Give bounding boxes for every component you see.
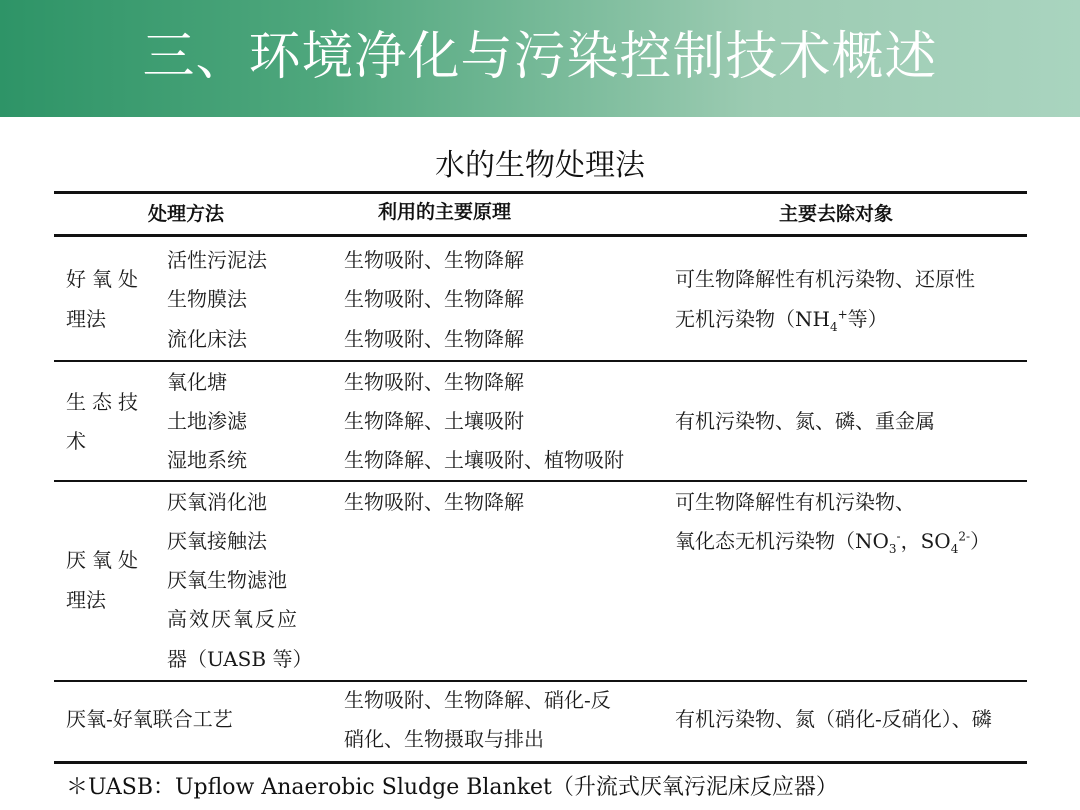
column-header-target: 主要去除对象	[779, 203, 894, 225]
table-title: 水的生物处理法	[435, 148, 645, 183]
method-cell: 厌氧生物滤池	[167, 568, 287, 592]
method-cell: 活性污泥法	[167, 248, 267, 272]
principle-cell: 生物吸附、生物降解	[344, 248, 524, 272]
category-label: 厌氧处	[66, 548, 144, 572]
method-cell: 土地渗滤	[167, 409, 247, 433]
principle-cell: 生物吸附、生物降解	[344, 327, 524, 351]
target-cell: 有机污染物、氮（硝化-反硝化）、磷	[675, 707, 992, 731]
table-bottom-rule	[54, 761, 1027, 764]
target-cell: 有机污染物、氮、磷、重金属	[675, 409, 935, 433]
row-divider	[54, 360, 1027, 362]
principle-cell: 硝化、生物摄取与排出	[344, 727, 544, 751]
principle-cell: 生物吸附、生物降解	[344, 287, 524, 311]
row-divider	[54, 680, 1027, 682]
row-divider	[54, 480, 1027, 482]
principle-cell: 生物吸附、生物降解	[344, 490, 524, 514]
footnote: ＊UASB：Upflow Anaerobic Sludge Blanket（升流式厌氧污泥床反应器）	[66, 775, 838, 800]
principle-cell: 生物降解、土壤吸附	[344, 409, 524, 433]
category-label: 术	[66, 429, 86, 453]
slide-title: 三、环境净化与污染控制技术概述	[142, 27, 938, 87]
header-bottom-rule	[54, 234, 1027, 237]
category-label: 理法	[66, 307, 106, 331]
principle-cell: 生物降解、土壤吸附、植物吸附	[344, 448, 624, 472]
method-cell: 厌氧接触法	[167, 529, 267, 553]
method-cell: 生物膜法	[167, 287, 247, 311]
method-cell: 流化床法	[167, 327, 247, 351]
target-cell: 无机污染物（$NH_4^+$等）	[675, 307, 888, 334]
category-label: 厌氧-好氧联合工艺	[66, 707, 233, 731]
column-header-principle: 利用的主要原理	[378, 201, 512, 223]
category-label: 好氧处	[66, 267, 144, 291]
principle-cell: 生物吸附、生物降解、硝化-反	[344, 688, 611, 712]
principle-cell: 生物吸附、生物降解	[344, 370, 524, 394]
target-cell: 氧化态无机污染物（$NO_3^-$，$SO_4^{2-}$）	[675, 529, 991, 556]
method-cell: 厌氧消化池	[167, 490, 267, 514]
category-label: 生态技	[66, 390, 144, 414]
method-cell: 高效厌氧反应	[167, 607, 299, 631]
target-cell: 可生物降解性有机污染物、还原性	[675, 267, 975, 291]
target-cell: 可生物降解性有机污染物、	[675, 490, 915, 514]
category-label: 理法	[66, 588, 106, 612]
method-cell: 湿地系统	[167, 448, 247, 472]
column-header-method: 处理方法	[148, 203, 225, 225]
table-top-rule	[54, 191, 1027, 194]
method-cell: 氧化塘	[167, 370, 227, 394]
method-cell: 器（UASB 等）	[167, 647, 313, 671]
